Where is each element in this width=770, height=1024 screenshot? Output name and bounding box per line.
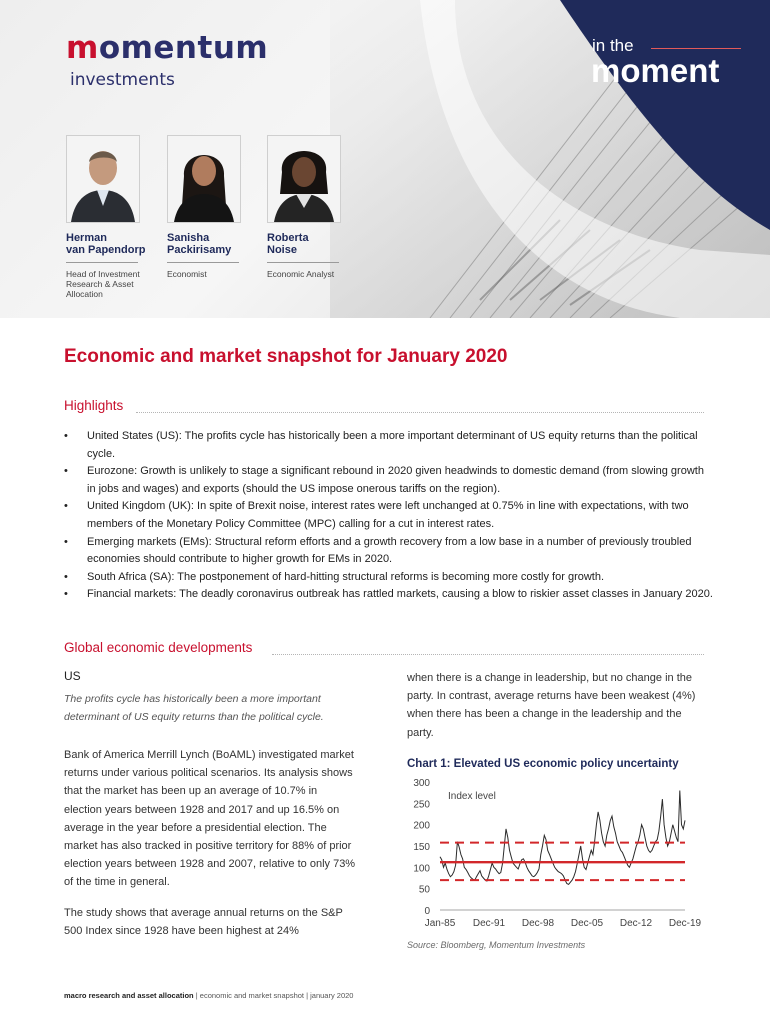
author-name: Sanisha Packirisamy — [167, 232, 232, 256]
page-footer: macro research and asset allocation | economic and market snapshot | january 2020 — [64, 991, 354, 1000]
section-divider — [136, 412, 704, 413]
highlights-list — [64, 428, 714, 604]
badge-big-text: moment — [591, 52, 720, 89]
y-tick-label: 0 — [424, 906, 430, 917]
list-item: • United States (US): The profits cycle has historically been a more important determinant of US equity returns than the political cycle. — [64, 428, 714, 463]
divider — [267, 262, 339, 263]
author-photo — [267, 135, 341, 223]
y-tick-label: 200 — [413, 820, 430, 832]
x-tick-label: Dec-12 — [619, 918, 653, 929]
list-item: • South Africa (SA): The postponement of hard-hitting structural reforms is becoming more costly for growth. — [64, 569, 714, 587]
index-series-line — [440, 791, 685, 885]
divider — [167, 262, 239, 263]
policy-uncertainty-chart — [400, 772, 710, 932]
y-tick-label: 100 — [413, 863, 430, 875]
x-tick-label: Dec-05 — [570, 918, 604, 929]
x-tick-label: Dec-19 — [668, 918, 702, 929]
chart-source: Source: Bloomberg, Momentum Investments — [407, 940, 586, 950]
y-tick-label: 150 — [413, 842, 430, 853]
x-tick-label: Dec-91 — [472, 918, 506, 929]
list-item: • United Kingdom (UK): In spite of Brexit noise, interest rates were left unchanged at 0.75% in line with expectations, with two members of the Monetary Policy Committee (MPC) calling for a cut in interest rates. — [64, 498, 714, 533]
x-tick-label: Jan-85 — [424, 918, 456, 929]
document-title: Economic and market snapshot for January 2020 — [64, 346, 508, 367]
us-subheading: US — [64, 669, 81, 683]
list-item: • Financial markets: The deadly coronavirus outbreak has rattled markets, causing a blow to riskier asset classes in January 2020. — [64, 586, 714, 604]
y-tick-label: 300 — [413, 778, 430, 789]
badge-small-text: in the — [592, 36, 634, 55]
author-card — [167, 135, 259, 279]
author-role: Economic Analyst — [267, 269, 335, 279]
author-name: Roberta Noise — [267, 232, 309, 256]
author-photo — [167, 135, 241, 223]
section-divider — [272, 654, 704, 655]
y-axis-label: Index level — [448, 790, 496, 802]
highlights-heading: Highlights — [64, 398, 124, 413]
author-card — [267, 135, 359, 279]
divider — [66, 262, 138, 263]
logo-subtitle: investments — [70, 70, 175, 90]
list-item: • Emerging markets (EMs): Structural reform efforts and a growth recovery from a low base in a number of previously troubled economies should contribute to higher growth for EMs in 2020. — [64, 534, 714, 569]
author-name: Herman van Papendorp — [66, 232, 146, 256]
author-role: Economist — [167, 269, 207, 279]
body-paragraph: Bank of America Merrill Lynch (BoAML) investigated market returns under various political scenarios. Its analysis shows that the market has been up an average of 10.7% in election years between 1928 and 2017 and up 16.5% on average in the year before a presidential election. The market has also tracked in positive territory for 88% of prior election years between 1928 and 2007, relative to only 73% of the time in general. — [64, 749, 356, 889]
x-tick-label: Dec-98 — [521, 918, 555, 929]
chart-title: Chart 1: Elevated US economic policy uncertainty — [407, 758, 679, 770]
global-heading: Global economic developments — [64, 640, 253, 655]
y-tick-label: 250 — [413, 799, 430, 811]
momentum-logo: momentum — [66, 30, 269, 66]
badge-accent-line — [651, 48, 741, 49]
author-photo — [66, 135, 140, 223]
list-item: • Eurozone: Growth is unlikely to stage a significant rebound in 2020 given headwinds to domestic demand (from slowing growth in jobs and wages) and exports (should the US impose onerous tariffs on the region). — [64, 463, 714, 498]
us-lede: The profits cycle has historically been a more important determinant of US equity returns than the political cycle. — [64, 693, 324, 724]
author-role: Head of Investment Research & Asset Allocation — [66, 269, 140, 299]
body-paragraph: The study shows that average annual returns on the S&P 500 Index since 1928 have been highest at 24% — [64, 907, 343, 938]
author-card — [66, 135, 158, 299]
y-tick-label: 50 — [418, 884, 430, 896]
hero-banner — [0, 0, 770, 318]
body-paragraph: when there is a change in leadership, but no change in the party. In contrast, average returns have been weakest (4%) when there has been a change in the leadership and the party. — [407, 672, 696, 739]
